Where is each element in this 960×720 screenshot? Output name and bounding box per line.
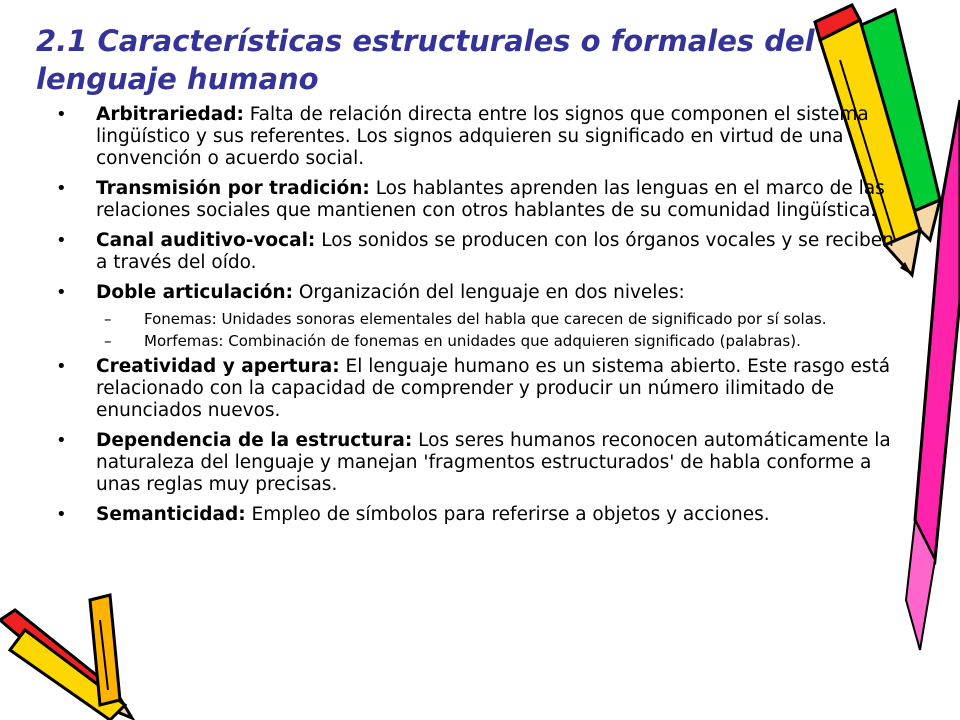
bullet-icon: •	[56, 178, 67, 199]
sub-item-text: Morfemas: Combinación de fonemas en unidades que adquieren significado (palabras).	[144, 332, 801, 350]
bullet-icon: •	[56, 282, 67, 303]
bullet-icon: •	[56, 104, 67, 125]
list-item-dependencia	[56, 430, 906, 496]
dash-icon: –	[104, 332, 112, 350]
list-item-creatividad	[56, 356, 906, 422]
item-text: Falta de relación directa entre los signos que componen el sistema lingüístico y sus referentes. Los signos adquieren su significado en virtud de una convención o acuerdo social.	[96, 104, 869, 169]
list-item-arbitrariedad	[56, 104, 906, 170]
bullet-icon: •	[56, 430, 67, 451]
list-item-canal	[56, 230, 906, 274]
list-item-transmision	[56, 178, 906, 222]
list-item-semanticidad	[56, 504, 906, 526]
slide-title: 2.1 Características estructurales o formales del lenguaje humano	[36, 24, 815, 96]
sub-item-fonemas	[56, 310, 906, 328]
slide-content	[56, 104, 906, 534]
sub-item-morfemas	[56, 332, 906, 350]
item-term: Dependencia de la estructura:	[96, 430, 413, 451]
bullet-icon: •	[56, 504, 67, 525]
bullet-icon: •	[56, 356, 67, 377]
sub-item-text: Fonemas: Unidades sonoras elementales del habla que carecen de significado por sí solas.	[144, 310, 827, 328]
item-text: Los seres humanos reconocen automáticamente la naturaleza del lenguaje y manejan 'fragmentos estructurados' de habla conforme a unas reglas muy precisas.	[96, 430, 891, 495]
item-term: Doble articulación:	[96, 282, 293, 303]
item-term: Semanticidad:	[96, 504, 246, 525]
item-term: Arbitrariedad:	[96, 104, 244, 125]
bullet-icon: •	[56, 230, 67, 251]
item-term: Canal auditivo-vocal:	[96, 230, 316, 251]
dash-icon: –	[104, 310, 112, 328]
item-term: Transmisión por tradición:	[96, 178, 370, 199]
item-text: Los sonidos se producen con los órganos vocales y se reciben a través del oído.	[96, 230, 894, 273]
pencil-clipart-bottom-left	[0, 590, 140, 720]
item-text: Los hablantes aprenden las lenguas en el marco de las relaciones sociales que mantienen con otros hablantes de su comunidad lingüística.	[96, 178, 885, 221]
item-term: Creatividad y apertura:	[96, 356, 340, 377]
item-text: El lenguaje humano es un sistema abierto. Este rasgo está relacionado con la capacidad de comprender y producir un número ilimitado de enunciados nuevos.	[96, 356, 891, 421]
list-item-doble-articulacion	[56, 282, 906, 304]
item-text: Organización del lenguaje en dos niveles:	[292, 282, 685, 303]
item-text: Empleo de símbolos para referirse a objetos y acciones.	[245, 504, 770, 525]
